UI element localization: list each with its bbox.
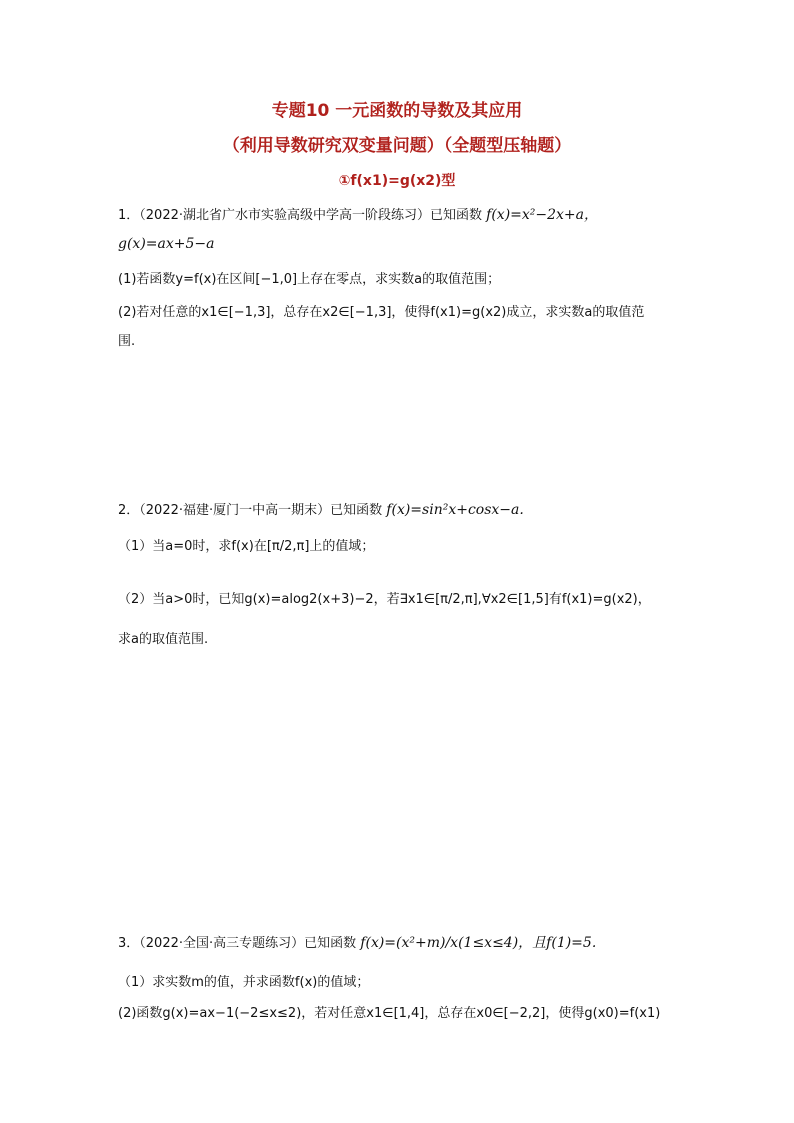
problem-source: （2022·湖北省广水市实验高级中学高一阶段练习） [139, 208, 430, 223]
problem-source: （2022·全国·高三专题练习） [139, 936, 305, 951]
problem-number: 2． [118, 503, 140, 518]
problem-3-part2: (2)函数g(x)=ax−1(−2≤x≤2)，若对任意x1∈[1,4]，总存在x0∈[−2,2]，使得g(x0)=f(x1) [118, 1006, 661, 1021]
problem-given: 已知函数 [430, 208, 483, 223]
problem-1-part2: (2)若对任意的x1∈[−1,3]，总存在x2∈[−1,3]，使得f(x1)=g(x2)成立，求实数a的取值范 [118, 305, 645, 320]
function-f: f(x)=sin²x+cosx−a. [386, 502, 524, 518]
problem-1-part1: (1)若函数y=f(x)在区间[−1,0]上存在零点，求实数a的取值范围； [118, 272, 501, 287]
function-f: f(x)=(x²+m)/x(1≤x≤4)，且f(1)=5. [360, 935, 597, 951]
problem-3-part1: （1）求实数m的值，并求函数f(x)的值域； [118, 975, 370, 990]
problem-2-part1: （1）当a=0时，求f(x)在[π/2,π]上的值域； [118, 539, 375, 554]
problem-given: 已知函数 [304, 936, 357, 951]
function-f: f(x)=x²−2x+a， [486, 207, 599, 223]
problem-2-part2-cont: 求a的取值范围. [118, 632, 209, 647]
problem-1-part2-cont: 围. [118, 334, 136, 349]
problem-3-header [118, 935, 596, 952]
section-heading: ①f(x1)=g(x2)型 [338, 173, 456, 189]
problem-number: 1． [118, 208, 140, 223]
problem-1-header [118, 207, 598, 224]
page-title: 专题10 一元函数的导数及其应用 [271, 101, 523, 121]
problem-2-part2: （2）当a>0时，已知g(x)=alog2(x+3)−2，若∃x1∈[π/2,π],∀x2∈[1,5]有f(x1)=g(x2)， [118, 592, 651, 607]
problem-source: （2022·福建·厦门一中高一期末） [139, 503, 331, 518]
function-g: g(x)=ax+5−a [118, 236, 215, 252]
problem-given: 已知函数 [330, 503, 383, 518]
problem-1-g [118, 236, 214, 253]
problem-2-header [118, 502, 524, 519]
page-subtitle: （利用导数研究双变量问题）（全题型压轴题） [222, 136, 572, 156]
problem-number: 3． [118, 936, 140, 951]
